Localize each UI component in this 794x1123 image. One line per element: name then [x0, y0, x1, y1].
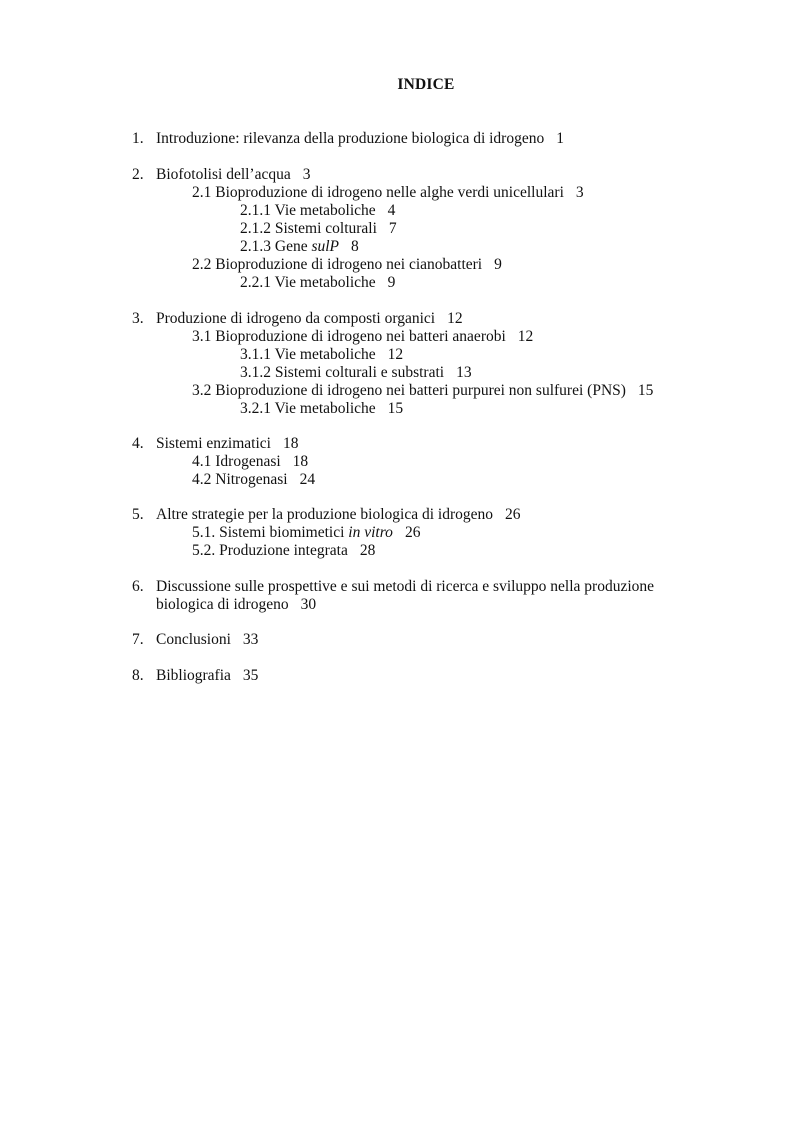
- toc-entry-page: 26: [404, 524, 421, 541]
- toc-entry-page: 9: [494, 256, 502, 273]
- toc-entry-page: 33: [242, 631, 259, 648]
- toc-entry-3-1-1[interactable]: [240, 346, 403, 364]
- toc-entry-title: Introduzione: rilevanza della produzione biologica di idrogeno: [156, 130, 545, 147]
- toc-entry-title: 3.1.1 Vie metaboliche: [240, 346, 376, 363]
- toc-entry-page: 12: [387, 346, 404, 363]
- toc-entry-page: 35: [242, 667, 259, 684]
- toc-entry-page: 1: [556, 130, 564, 147]
- toc-entry-2-1-1[interactable]: [240, 202, 395, 220]
- toc-entry-page: 7: [388, 220, 397, 237]
- toc-entry-title: 5.1. Sistemi biomimetici: [192, 524, 345, 541]
- toc-entry-page: 15: [387, 400, 404, 417]
- italic-term: in vitro: [348, 524, 393, 541]
- toc-entry-title: Sistemi enzimatici: [156, 435, 271, 452]
- toc-entry-2-1-2[interactable]: [240, 220, 397, 238]
- toc-entry-title: 2.1.2 Sistemi colturali: [240, 220, 377, 237]
- toc-entry-page: 4: [387, 202, 396, 219]
- toc-entry-page: 15: [637, 382, 654, 399]
- toc-entry-4[interactable]: [156, 435, 298, 453]
- page-title: INDICE: [397, 76, 455, 93]
- toc-entry-page: 12: [517, 328, 534, 345]
- toc-entry-2-2[interactable]: [192, 256, 502, 274]
- section-number: 1.: [132, 130, 144, 147]
- section-number: 4.: [132, 435, 144, 452]
- toc-entry-title: 2.1.1 Vie metaboliche: [240, 202, 376, 219]
- toc-entry-2-1-3[interactable]: [240, 238, 359, 256]
- toc-entry-title: Altre strategie per la produzione biologica di idrogeno: [156, 506, 494, 523]
- section-number: 2.: [132, 166, 144, 183]
- toc-entry-page: 8: [351, 238, 359, 255]
- toc-entry-1[interactable]: [156, 130, 564, 148]
- toc-entry-title: biologica di idrogeno: [156, 596, 289, 613]
- toc-entry-page: 3: [302, 166, 311, 183]
- toc-entry-2[interactable]: [156, 166, 310, 184]
- toc-entry-title: Conclusioni: [156, 631, 231, 648]
- toc-entry-page: 13: [456, 364, 472, 381]
- toc-entry-5-1[interactable]: [192, 524, 420, 542]
- toc-entry-title: 3.2 Bioproduzione di idrogeno nei batteri purpurei non sulfurei (PNS): [192, 382, 626, 399]
- section-number: 8.: [132, 667, 144, 684]
- toc-entry-page: 3: [575, 184, 584, 201]
- toc-entry-title: 2.1.3 Gene: [240, 238, 308, 255]
- toc-entry-title: Bibliografia: [156, 667, 231, 684]
- toc-entry-8[interactable]: [156, 667, 258, 685]
- toc-entry-title: 3.1 Bioproduzione di idrogeno nei batteri anaerobi: [192, 328, 506, 345]
- toc-entry-3-2-1[interactable]: [240, 400, 403, 418]
- toc-entry-7[interactable]: [156, 631, 258, 649]
- section-number: 6.: [132, 578, 144, 595]
- toc-entry-page: 18: [282, 435, 299, 452]
- toc-entry-3-1[interactable]: [192, 328, 533, 346]
- toc-entry-title: 3.2.1 Vie metaboliche: [240, 400, 376, 417]
- toc-entry-5-2[interactable]: [192, 542, 375, 560]
- toc-entry-title: Produzione di idrogeno da composti organici: [156, 310, 436, 327]
- toc-entry-3-1-2[interactable]: [240, 364, 472, 382]
- toc-entry-page: 26: [505, 506, 521, 523]
- toc-entry-3[interactable]: [156, 310, 463, 328]
- section-number: 7.: [132, 631, 144, 648]
- toc-entry-title: 4.1 Idrogenasi: [192, 453, 281, 470]
- toc-entry-title: Biofotolisi dell’acqua: [156, 166, 291, 183]
- toc-entry-title: 3.1.2 Sistemi colturali e substrati: [240, 364, 445, 381]
- toc-entry-title: 2.2 Bioproduzione di idrogeno nei cianobatteri: [192, 256, 483, 273]
- toc-entry-page: 9: [387, 274, 396, 291]
- toc-entry-page: 24: [299, 471, 316, 488]
- toc-entry-6-continuation[interactable]: [156, 596, 316, 614]
- toc-entry-page: 30: [300, 596, 317, 613]
- toc-entry-5[interactable]: [156, 506, 521, 524]
- toc-entry-3-2[interactable]: [192, 382, 653, 400]
- toc-entry-title: Discussione sulle prospettive e sui metodi di ricerca e sviluppo nella produzione: [156, 578, 655, 595]
- toc-entry-2-1[interactable]: [192, 184, 584, 202]
- toc-entry-title: 2.1 Bioproduzione di idrogeno nelle alghe verdi unicellulari: [192, 184, 564, 201]
- toc-entry-4-2[interactable]: [192, 471, 315, 489]
- section-number: 5.: [132, 506, 144, 523]
- gene-name: sulP: [311, 238, 340, 255]
- toc-entry-2-2-1[interactable]: [240, 274, 395, 292]
- toc-entry-6[interactable]: [156, 578, 654, 596]
- toc-entry-title: 2.2.1 Vie metaboliche: [240, 274, 376, 291]
- toc-entry-page: 28: [359, 542, 376, 559]
- toc-entry-page: 18: [292, 453, 309, 470]
- toc-entry-page: 12: [447, 310, 463, 327]
- section-number: 3.: [132, 310, 144, 327]
- toc-entry-title: 5.2. Produzione integrata: [192, 542, 348, 559]
- toc-entry-title: 4.2 Nitrogenasi: [192, 471, 288, 488]
- toc-entry-4-1[interactable]: [192, 453, 308, 471]
